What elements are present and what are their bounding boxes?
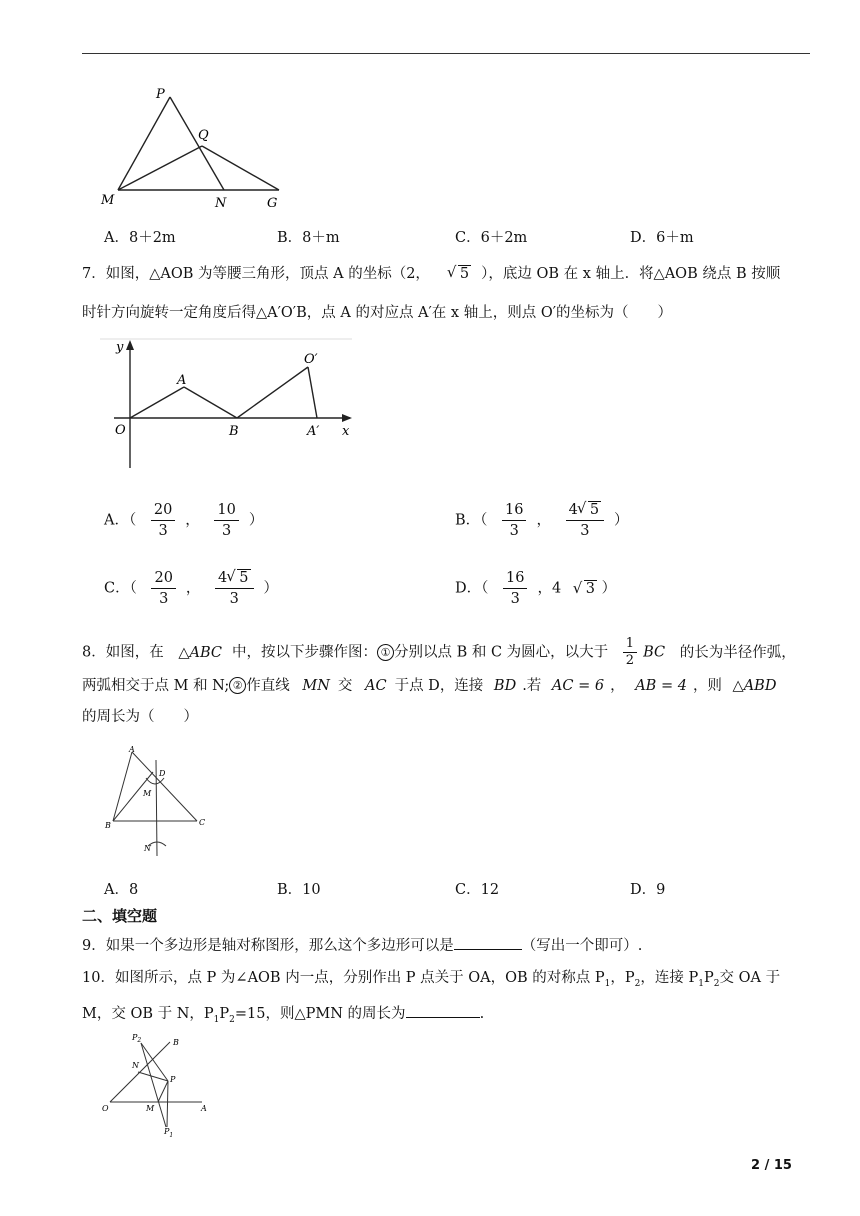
label-p2: $P_2$ — [132, 1033, 142, 1044]
q8-line1: 8．如图，在 △ABC 中，按以下步骤作图： ① 分别以点 B 和 C 为圆心，以大于 $\frac{1}{2}$ BC 的长为半径作弧， — [82, 636, 796, 668]
q6-option-d: D．6＋m — [630, 230, 694, 246]
label-b: B — [229, 424, 239, 439]
q8-option-c: C．12 — [455, 882, 500, 898]
q10-line2: M，交 OB 于 N，$P_1P_2=15$，则△PMN 的周长为 . — [82, 1003, 484, 1030]
figure-q8 — [102, 742, 212, 860]
figure-q7 — [100, 338, 360, 483]
q8-line2: 两弧相交于点 M 和 N; ② 作直线 MN 交 AC 于点 D，连接 BD .若 AC = 6 ， AB = 4 ，则 △ABD — [82, 678, 777, 694]
label-b: B — [173, 1038, 179, 1047]
q6-option-a: A．8＋2m — [104, 230, 176, 246]
q8-option-b: B．10 — [277, 882, 321, 898]
label-p: P — [156, 87, 165, 102]
q6-option-c: C．6＋2m — [455, 230, 528, 246]
label-c: C — [199, 818, 206, 827]
q7-line1: 7．如图，△AOB 为等腰三角形，顶点 A 的坐标（2，√ 5 ），底边 OB 在 x 轴上．将△AOB 绕点 B 按顺 — [82, 264, 780, 284]
q7-option-d: D．（ $\frac{16}{3}$ ，4 √ 3 ） — [455, 568, 616, 609]
label-m: M — [146, 1104, 155, 1113]
section-heading-fill-blank: 二、填空题 — [82, 907, 158, 925]
q7-option-b: B．（ $\frac{16}{3}$ ， $\frac{4√ 5}{3}$ ） — [455, 500, 629, 541]
label-o: O — [115, 423, 126, 438]
label-g: G — [267, 196, 278, 211]
header-rule — [82, 53, 810, 54]
label-a: A — [177, 373, 187, 388]
q7-line2: 时针方向旋转一定角度后得△A′O′B，点 A 的对应点 A′在 x 轴上，则点 O′的坐标为（ ） — [82, 305, 672, 321]
answer-blank-q9 — [454, 935, 522, 950]
label-n: N — [215, 196, 227, 211]
label-m: M — [143, 789, 152, 798]
label-a: A — [129, 745, 135, 754]
q10-line1: 10．如图所示，点 P 为∠AOB 内一点，分别作出 P 点关于 OA，OB 的对称点 $P_1$，$P_2$，连接 $P_1P_2$交 OA 于 — [82, 970, 781, 989]
seg-qg — [202, 146, 279, 190]
q8-option-a: A．8 — [104, 882, 139, 898]
q7-option-a: A．（ $\frac{20}{3}$ ， $\frac{10}{3}$ ） — [104, 502, 264, 539]
label-p: P — [170, 1075, 176, 1084]
label-a-prime: A′ — [307, 424, 320, 439]
label-b: B — [105, 821, 111, 830]
answer-blank-q10 — [406, 1003, 480, 1018]
figure-q6 — [96, 84, 296, 214]
q9-line: 9．如果一个多边形是轴对称图形，那么这个多边形可以是 （写出一个即可）. — [82, 935, 642, 956]
label-a: A — [201, 1104, 207, 1113]
page-number: 2 / 15 — [751, 1158, 792, 1173]
label-x: x — [342, 424, 350, 439]
seg-pn — [170, 97, 224, 190]
label-y: y — [116, 340, 124, 355]
figure-q10 — [98, 1030, 218, 1144]
label-p1: $P_1$ — [164, 1127, 174, 1139]
q7-option-c: C．（ $\frac{20}{3}$ ， $\frac{4√ 5}{3}$ ） — [104, 568, 278, 609]
label-d: D — [159, 769, 166, 778]
label-m: M — [101, 193, 115, 208]
label-q: Q — [198, 128, 209, 143]
q6-option-b: B．8＋m — [277, 230, 340, 246]
label-o: O — [102, 1104, 109, 1113]
q8-option-d: D．9 — [630, 882, 666, 898]
label-n: N — [132, 1061, 139, 1070]
q8-line3: 的周长为（ ） — [82, 709, 198, 725]
label-o-prime: O′ — [304, 352, 318, 367]
label-n: N — [144, 844, 151, 853]
sqrt-5: √ 5 — [448, 264, 471, 284]
